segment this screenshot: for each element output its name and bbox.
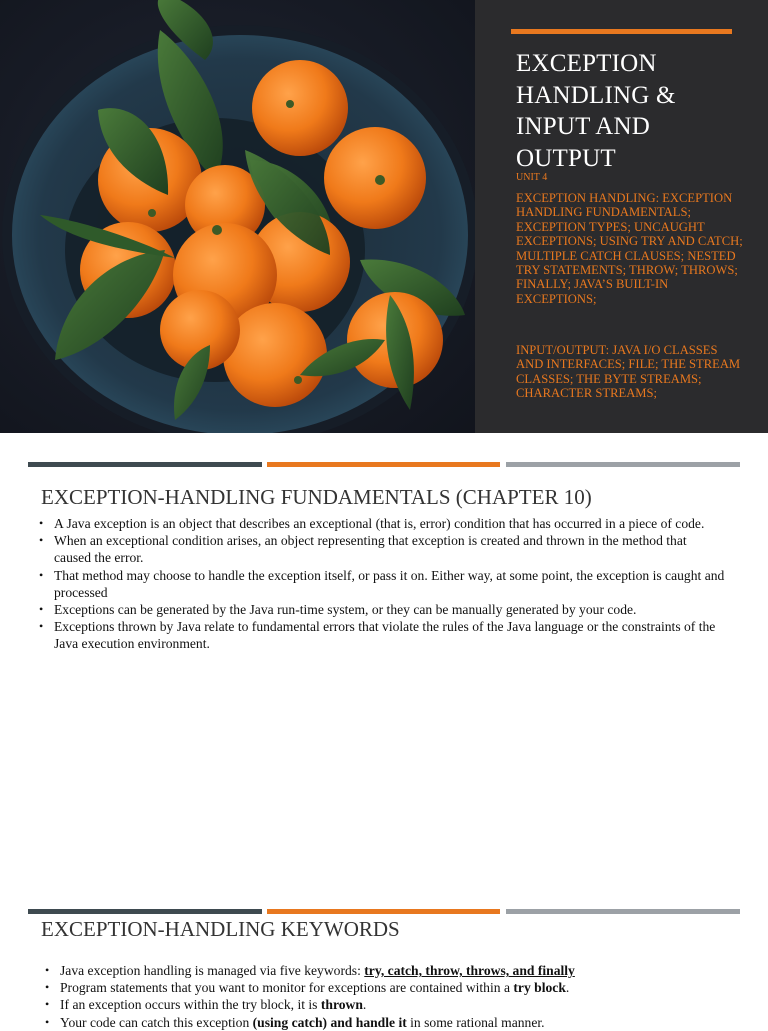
list-item <box>43 1014 733 1031</box>
bullet-text: Java exception handling is managed via five keywords: <box>60 963 365 978</box>
tangerines-bowl-photo <box>0 0 475 433</box>
list-item: • Exceptions thrown by Java relate to fundamental errors that violate the rules of the Java language or the constraints of the Java execution environment. <box>37 618 727 652</box>
title-slide <box>0 0 768 433</box>
topics-input-output: INPUT/OUTPUT: JAVA I/O CLASSES AND INTERFACES; FILE; THE STREAM CLASSES; THE BYTE STREAMS; CHARACTER STREAMS; <box>516 343 741 401</box>
bullet-text: If an exception occurs within the try block, it is <box>60 997 321 1013</box>
list-item <box>43 962 733 979</box>
keywords-slide <box>0 880 768 1030</box>
stripe-dark <box>28 462 262 467</box>
list-item <box>43 996 733 1013</box>
stripe-orange <box>267 909 500 914</box>
stripe-gray <box>506 462 740 467</box>
slide-heading: EXCEPTION-HANDLING KEYWORDS <box>41 917 400 941</box>
bullet-text: Program statements that you want to monitor for exceptions are contained within a <box>60 980 514 996</box>
bullet-text: Your code can catch this exception <box>60 1014 253 1030</box>
slide-title: EXCEPTION HANDLING & INPUT AND OUTPUT <box>516 50 676 172</box>
header-stripes <box>28 462 740 467</box>
title-panel <box>475 0 768 433</box>
list-item: • A Java exception is an object that describes an exceptional (that is, error) condition that has occurred in a piece of code. <box>37 515 727 532</box>
list-item: • When an exceptional condition arises, an object representing that exception is created and thrown in the method that caused the error. <box>37 532 727 566</box>
slide-heading: EXCEPTION-HANDLING FUNDAMENTALS (CHAPTER 10) <box>41 485 592 509</box>
bullet-end: in some rational manner. <box>406 1014 545 1030</box>
header-stripes <box>28 909 740 914</box>
stripe-orange <box>267 462 500 467</box>
topics-exception-handling: EXCEPTION HANDLING: EXCEPTION HANDLING FUNDAMENTALS; EXCEPTION TYPES; UNCAUGHT EXCEPTIONS; USING TRY AND CATCH; MULTIPLE CATCH CLAUSES; NESTED TRY STATEMENTS; THROW; THROWS; FINALLY; JAVA’S BUILT-IN EXCEPTIONS; <box>516 191 743 306</box>
bullet-list <box>37 515 727 653</box>
accent-bar <box>511 29 732 34</box>
list-item <box>43 979 733 996</box>
bullet-end: . <box>565 980 570 996</box>
catch-emphasis: (using catch) and handle it <box>252 1014 407 1030</box>
keywords-emphasis: try, catch, throw, throws, and finally <box>364 963 575 978</box>
try-block-emphasis: try block <box>513 980 566 996</box>
thrown-emphasis: thrown <box>320 997 363 1013</box>
stripe-gray <box>506 909 740 914</box>
list-item: • Exceptions can be generated by the Java run-time system, or they can be manually generated by your code. <box>37 601 727 618</box>
bullet-end: . <box>362 997 367 1013</box>
stripe-dark <box>28 909 262 914</box>
fundamentals-slide <box>0 433 768 880</box>
slide-subtitle: UNIT 4 <box>516 172 548 183</box>
bullet-list <box>43 962 733 1031</box>
list-item: • That method may choose to handle the exception itself, or pass it on. Either way, at some point, the exception is caught and processed <box>37 567 727 601</box>
